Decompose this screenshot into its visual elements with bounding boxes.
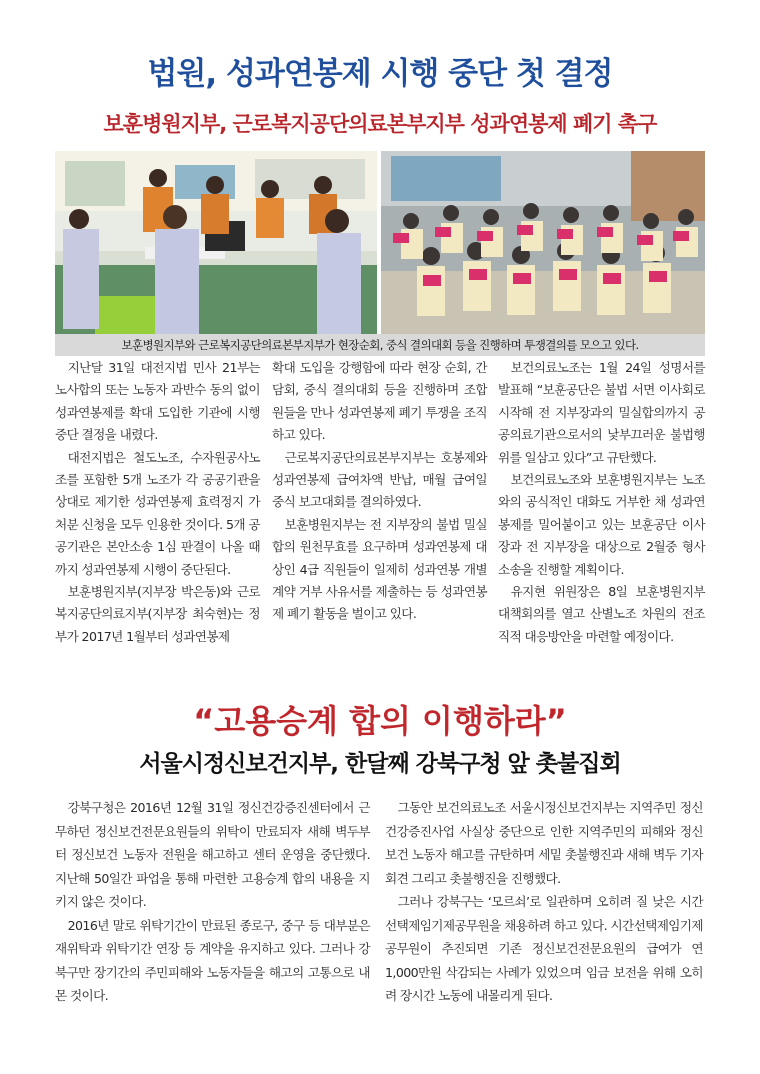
article2-subheadline: 서울시정신보건지부, 한달째 강북구청 앞 촛불집회 [139,751,621,777]
article-subheadline: 보훈병원지부, 근로복지공단의료본부지부 성과연봉제 폐기 촉구 [103,112,657,136]
paragraph: 보훈병원지부는 전 지부장의 불법 밀실합의 원천무효를 요구하며 성과연봉제 대상인 4급 직원들이 일제히 성과연봉 개별계약 거부 사유서를 제출하는 등 성과연봉제 폐기 활동을 벌이고 있다. [272,516,487,622]
paragraph: 확대 도입을 강행함에 따라 현장 순회, 간담회, 중식 결의대회 등을 진행하며 조합원들을 만나 성과연봉제 폐기 투쟁을 조직하고 있다. [272,360,487,443]
paragraph: 보훈병원지부(지부장 박은동)와 근로복지공단의료지부(지부장 최숙현)는 정부가 2017년 1월부터 성과연봉제 [55,584,260,644]
paragraph: 보건의료노조는 1월 24일 성명서를 발표해 “보훈공단은 불법 서면 이사회로 시작해 전 지부장과의 밀실합의까지 공공의료기관으로서의 낯부끄러운 불법행위를 일삼고 있다”고 규탄했다. [498,360,705,465]
article-headline: 법원, 성과연봉제 시행 중단 첫 결정 [147,56,613,92]
paragraph: 그동안 보건의료노조 서울시정신보건지부는 지역주민 정신건강증진사업 사실상 중단으로 인한 지역주민의 피해와 정신보건 노동자 해고를 규탄하며 세밑 촛불행진과 새해 벽두 기자회견 그리고 촛불행진을 진행했다. [385,800,703,886]
paragraph: 그러나 강북구는 ‘모르쇠’로 일관하며 오히려 질 낮은 시간선택제임기제공무원을 채용하려 하고 있다. 시간선택제임기제공무원이 추진되면 기존 정신보건전문요원의 급여가 연 1,000만원 삭감되는 사례가 있었으며 임금 보전을 위해 오히려 장시간 노동에 내몰리게 된다. [385,894,703,1003]
paragraph: 대전지법은 철도노조, 수자원공사노조를 포함한 5개 노조가 각 공공기관을 상대로 제기한 성과연봉제 효력정지 가처분 신청을 모두 인용한 것이다. 5개 공공기관은 본안소송 1심 판결이 나올 때까지 성과연봉제 시행이 중단된다. [55,449,260,577]
article1-column-2 [272,357,487,626]
article2-headline: “고용승계 합의 이행하라” [193,702,567,740]
paragraph: 지난달 31일 대전지법 민사 21부는 노사합의 또는 노동자 과반수 동의 없이 성과연봉제를 확대 도입한 기관에 시행 중단 결정을 내렸다. [55,360,260,443]
article2-column-2 [385,796,703,1008]
photo-hospital-visit [55,151,377,334]
paragraph: 2016년 말로 위탁기간이 만료된 종로구, 중구 등 대부분은 재위탁과 위탁기간 연장 등 계약을 유지하고 있다. 그러나 강북구만 장기간의 주민피해와 노동자들을 해고의 고통으로 내몬 것이다. [55,917,370,1003]
photo-caption: 보훈병원지부와 근로복지공단의료본부지부가 현장순회, 중식 결의대회 등을 진행하며 투쟁결의를 모으고 있다. [55,334,705,356]
article2-column-1 [55,796,370,1008]
paragraph: 강북구청은 2016년 12월 31일 정신건강증진센터에서 근무하던 정신보건전문요원들의 위탁이 만료되자 새해 벽두부터 정신보건 노동자 전원을 해고하고 센터 운영을 중단했다. 지난해 50일간 파업을 통해 마련한 고용승계 합의 내용을 지키지 않은 것이다. [55,800,370,909]
paragraph: 보건의료노조와 보훈병원지부는 노조와의 공식적인 대화도 거부한 채 성과연봉제를 밀어붙이고 있는 보훈공단 이사장과 전 지부장을 대상으로 2월중 형사소송을 진행할 계획이다. [498,472,705,577]
article1-column-1 [55,357,260,648]
photo-rally [381,151,705,334]
paragraph: 유지현 위원장은 8일 보훈병원지부 대책회의를 열고 산별노조 차원의 전조직적 대응방안을 마련할 예정이다. [498,584,705,644]
article1-column-3 [498,357,705,648]
paragraph: 근로복지공단의료본부지부는 호봉제와 성과연봉제 급여차액 반납, 매월 급여일 중식 보고대회를 결의하였다. [272,449,487,510]
